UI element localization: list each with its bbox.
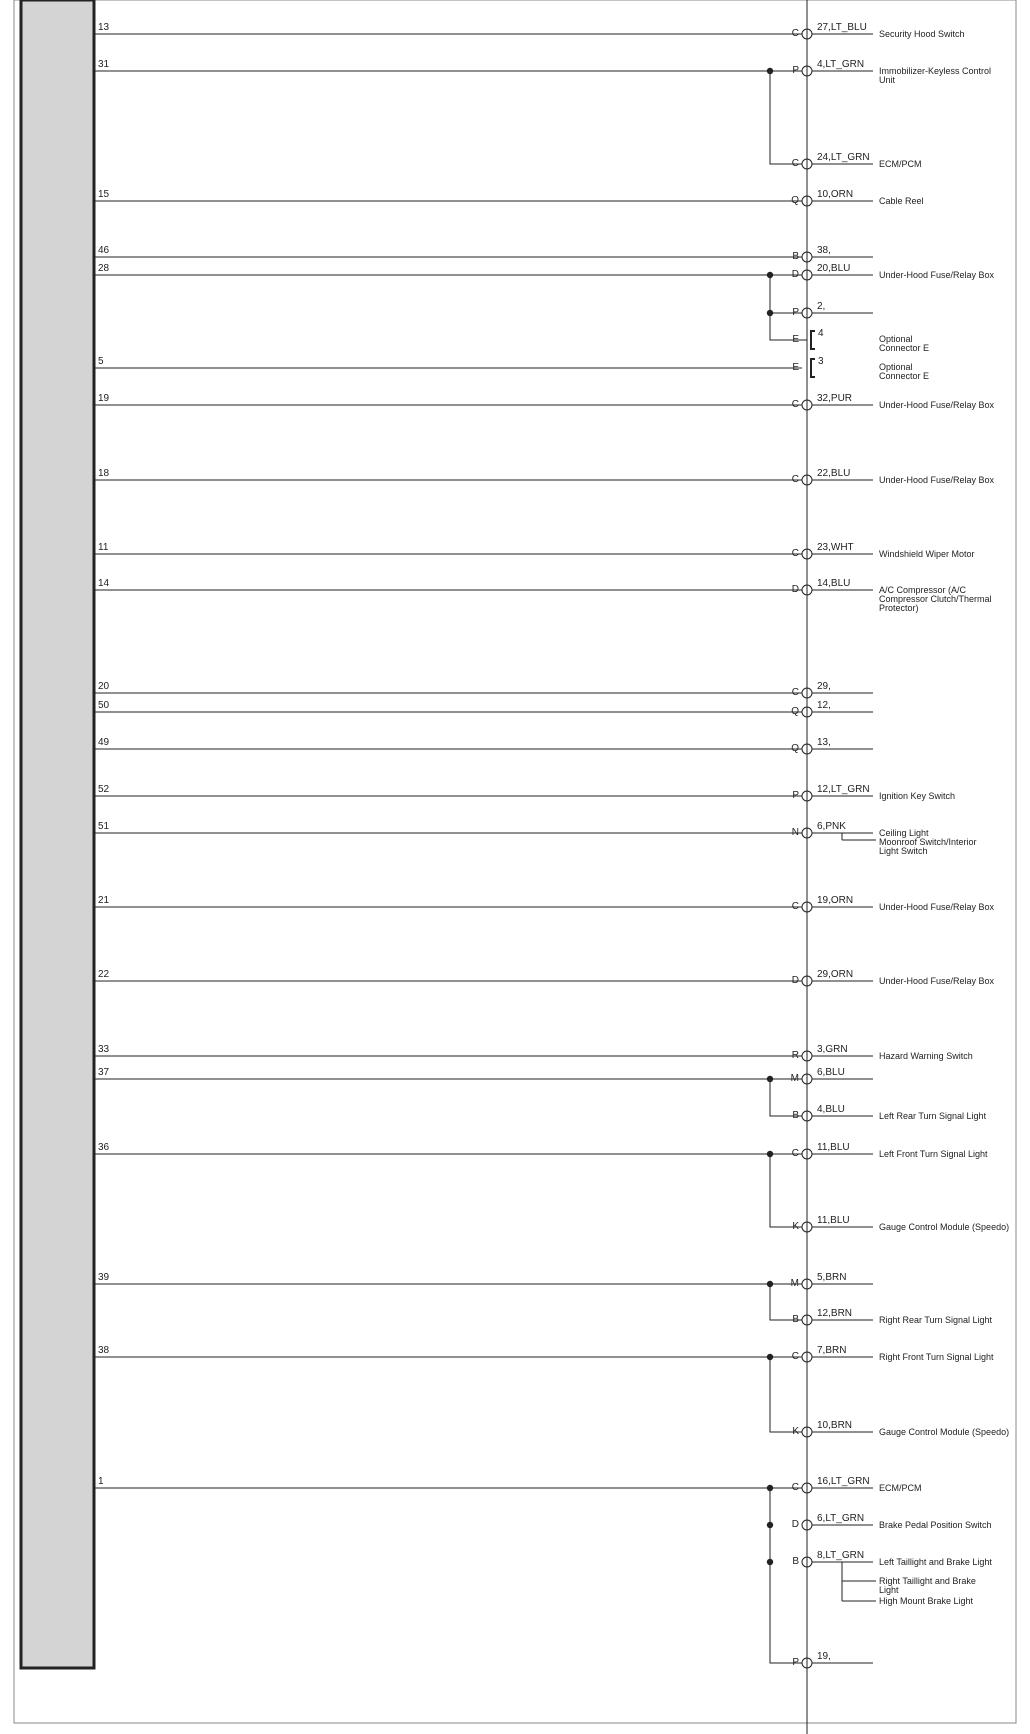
- splice-wire: [770, 1079, 807, 1116]
- connector-letter: P: [792, 307, 799, 318]
- connector-letter: C: [791, 1351, 799, 1362]
- component-label: Cable Reel: [879, 196, 924, 206]
- optional-connector-bracket: [811, 331, 815, 349]
- component-label: Right Taillight and Brake Light: [879, 1576, 976, 1595]
- splice-dot: [767, 1281, 773, 1287]
- terminal-label: 10,ORN: [817, 189, 854, 200]
- pin-number: 46: [98, 245, 110, 256]
- connector-letter: K: [792, 1426, 799, 1437]
- splice-wire: [770, 1154, 807, 1227]
- terminal-label: 4: [818, 328, 824, 339]
- component-label: Optional Connector E: [879, 362, 930, 381]
- wire-row: [94, 737, 873, 754]
- component-label: Under-Hood Fuse/Relay Box: [879, 902, 995, 912]
- wire-row: [792, 1308, 992, 1325]
- pin-number: 33: [98, 1044, 110, 1055]
- wire-row: [94, 1272, 873, 1289]
- terminal-label: 4,LT_GRN: [817, 59, 865, 70]
- wire-row: [94, 189, 924, 206]
- connector-letter: C: [791, 901, 799, 912]
- splice-wire: [770, 1357, 807, 1432]
- splice-dot: [767, 1559, 773, 1565]
- wire-row: [94, 1476, 922, 1493]
- wire-row: [94, 969, 995, 986]
- wire-row: [94, 245, 873, 262]
- pin-number: 1: [98, 1476, 104, 1487]
- pin-number: 20: [98, 681, 110, 692]
- connector-letter: M: [790, 1073, 799, 1084]
- terminal-label: 12,LT_GRN: [817, 784, 870, 795]
- pin-number: 13: [98, 22, 110, 33]
- wire-row: [94, 468, 995, 485]
- terminal-label: 27,LT_BLU: [817, 22, 867, 33]
- wire-row: [94, 356, 929, 381]
- terminal-label: 24,LT_GRN: [817, 152, 870, 163]
- splice-dot: [767, 1354, 773, 1360]
- pin-number: 14: [98, 578, 110, 589]
- connector-letter: C: [791, 399, 799, 410]
- component-label: Brake Pedal Position Switch: [879, 1520, 992, 1530]
- terminal-label: 5,BRN: [817, 1272, 847, 1283]
- wire-row: [792, 301, 873, 318]
- pin-number: 37: [98, 1067, 110, 1078]
- terminal-label: 11,BLU: [817, 1215, 850, 1226]
- terminal-label: 7,BRN: [817, 1345, 847, 1356]
- connector-letter: D: [791, 975, 799, 986]
- component-label: Ceiling Light Moonroof Switch/Interior Light Switch: [879, 828, 977, 856]
- splice-dot: [767, 1485, 773, 1491]
- terminal-label: 22,BLU: [817, 468, 851, 479]
- wire-row: [94, 393, 995, 410]
- component-label: High Mount Brake Light: [879, 1596, 974, 1606]
- splice-dot: [767, 272, 773, 278]
- component-label: Under-Hood Fuse/Relay Box: [879, 976, 995, 986]
- pin-number: 38: [98, 1345, 110, 1356]
- component-label: ECM/PCM: [879, 159, 922, 169]
- connector-letter: Q: [791, 195, 799, 206]
- pin-number: 39: [98, 1272, 110, 1283]
- pin-number: 31: [98, 59, 110, 70]
- terminal-label: 13,: [817, 737, 831, 748]
- wire-row: [94, 263, 995, 280]
- splice-wire: [770, 1488, 807, 1663]
- terminal-label: 23,WHT: [817, 542, 854, 553]
- component-label: Immobilizer-Keyless Control Unit: [879, 66, 992, 85]
- component-label: Gauge Control Module (Speedo): [879, 1222, 1010, 1232]
- wire-row: [792, 1215, 1009, 1232]
- connector-letter: K: [792, 1221, 799, 1232]
- component-label: Under-Hood Fuse/Relay Box: [879, 400, 995, 410]
- wire-row: [94, 1142, 988, 1159]
- component-label: Right Front Turn Signal Light: [879, 1352, 994, 1362]
- connector-letter: D: [791, 269, 799, 280]
- terminal-label: 16,LT_GRN: [817, 1476, 870, 1487]
- connector-letter: C: [791, 28, 799, 39]
- module-body: [21, 0, 94, 1668]
- wire-row: [767, 1513, 992, 1530]
- pin-number: 50: [98, 700, 110, 711]
- terminal-label: 12,BRN: [817, 1308, 853, 1319]
- splice-lines: [767, 71, 807, 1663]
- pin-number: 19: [98, 393, 110, 404]
- terminal-label: 6,PNK: [817, 821, 846, 832]
- connector-letter: P: [792, 65, 799, 76]
- terminal-label: 6,LT_GRN: [817, 1513, 865, 1524]
- wire-row: [792, 152, 922, 169]
- component-label: Left Front Turn Signal Light: [879, 1149, 988, 1159]
- connector-letter: E: [792, 362, 799, 373]
- connector-letter: M: [790, 1278, 799, 1289]
- component-label: Right Rear Turn Signal Light: [879, 1315, 993, 1325]
- wire-row: [94, 578, 992, 613]
- page-frame: [14, 0, 1016, 1723]
- wire-row: [792, 1104, 986, 1121]
- connector-letter: C: [791, 474, 799, 485]
- terminal-label: 14,BLU: [817, 578, 851, 589]
- wire-row: [94, 784, 955, 801]
- connector-letter: D: [791, 584, 799, 595]
- connector-letter: B: [792, 1556, 799, 1567]
- terminal-label: 3: [818, 356, 824, 367]
- component-label: Under-Hood Fuse/Relay Box: [879, 270, 995, 280]
- wire-row: [94, 1345, 994, 1362]
- terminal-label: 10,BRN: [817, 1420, 853, 1431]
- pin-number: 21: [98, 895, 110, 906]
- pin-number: 5: [98, 356, 104, 367]
- terminal-label: 19,ORN: [817, 895, 854, 906]
- terminal-label: 32,PUR: [817, 393, 853, 404]
- wire-row: [792, 328, 929, 353]
- splice-dot: [767, 1522, 773, 1528]
- component-label: Left Rear Turn Signal Light: [879, 1111, 987, 1121]
- connector-letter: R: [791, 1050, 799, 1061]
- component-label: Left Taillight and Brake Light: [879, 1557, 992, 1567]
- pin-number: 22: [98, 969, 110, 980]
- component-label: A/C Compressor (A/C Compressor Clutch/Thermal Protector): [879, 585, 992, 613]
- terminal-label: 38,: [817, 245, 831, 256]
- connector-letter: C: [791, 1148, 799, 1159]
- pin-number: 49: [98, 737, 110, 748]
- component-label: Optional Connector E: [879, 334, 930, 353]
- component-label: Under-Hood Fuse/Relay Box: [879, 475, 995, 485]
- connector-letter: N: [791, 827, 799, 838]
- terminal-label: 8,LT_GRN: [817, 1550, 865, 1561]
- pin-number: 15: [98, 189, 110, 200]
- terminal-label: 3,GRN: [817, 1044, 848, 1055]
- connector-letter: P: [792, 1657, 799, 1668]
- wire-row: [94, 542, 975, 559]
- pin-number: 36: [98, 1142, 110, 1153]
- splice-dot: [767, 68, 773, 74]
- wire-row: [94, 1044, 973, 1061]
- pin-number: 52: [98, 784, 110, 795]
- terminal-label: 12,: [817, 700, 831, 711]
- wire-rows: [94, 22, 1009, 1668]
- pin-number: 18: [98, 468, 110, 479]
- connector-letter: C: [791, 687, 799, 698]
- connector-letter: C: [791, 548, 799, 559]
- wire-row: [94, 895, 995, 912]
- wire-row: [792, 1651, 873, 1668]
- wire-row: [94, 59, 991, 85]
- wire-row: [94, 1067, 873, 1084]
- component-label: Windshield Wiper Motor: [879, 549, 975, 559]
- component-label: Ignition Key Switch: [879, 791, 956, 801]
- splice-wire: [770, 275, 807, 340]
- wire-row: [94, 700, 873, 717]
- wire-row: [94, 22, 965, 39]
- component-label: Hazard Warning Switch: [879, 1051, 973, 1061]
- connector-letter: E: [792, 334, 799, 345]
- terminal-label: 29,: [817, 681, 831, 692]
- connector-letter: C: [791, 1482, 799, 1493]
- wire-row: [767, 1550, 993, 1567]
- splice-wire: [770, 71, 807, 164]
- terminal-label: 29,ORN: [817, 969, 854, 980]
- terminal-label: 19,: [817, 1651, 831, 1662]
- component-label: ECM/PCM: [879, 1483, 922, 1493]
- terminal-label: 2,: [817, 301, 826, 312]
- splice-dot: [767, 1076, 773, 1082]
- pin-number: 51: [98, 821, 110, 832]
- wire-row: [94, 681, 873, 698]
- connector-letter: B: [792, 1110, 799, 1121]
- wire-row: [94, 821, 977, 856]
- splice-dot: [767, 1151, 773, 1157]
- connector-letter: D: [791, 1519, 799, 1530]
- component-label: Security Hood Switch: [879, 29, 965, 39]
- splice-wire: [770, 1284, 807, 1320]
- connector-letter: Q: [791, 743, 799, 754]
- connector-letter: C: [791, 158, 799, 169]
- terminal-label: 20,BLU: [817, 263, 851, 274]
- connector-letter: Q: [791, 706, 799, 717]
- pin-number: 11: [98, 542, 109, 553]
- terminal-label: 11,BLU: [817, 1142, 850, 1153]
- terminal-label: 4,BLU: [817, 1104, 845, 1115]
- terminal-label: 6,BLU: [817, 1067, 845, 1078]
- connector-letter: P: [792, 790, 799, 801]
- component-label: Gauge Control Module (Speedo): [879, 1427, 1010, 1437]
- wire-row: [792, 1420, 1009, 1437]
- connector-letter: B: [792, 1314, 799, 1325]
- connector-letter: B: [792, 251, 799, 262]
- optional-connector-bracket: [811, 359, 815, 377]
- pin-number: 28: [98, 263, 110, 274]
